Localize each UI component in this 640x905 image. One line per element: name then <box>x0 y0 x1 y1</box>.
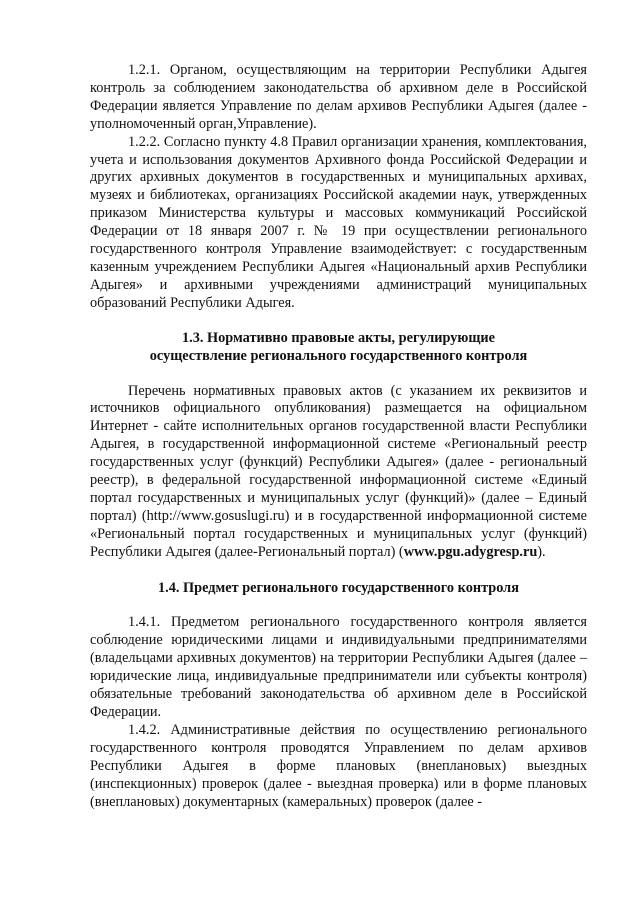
paragraph-1-3 <box>90 383 587 562</box>
spacer <box>90 562 587 580</box>
paragraph-1-2-1: 1.2.1. Органом, осуществляющим на территории Республики Адыгея контроль за соблюдением законодательства об архивном деле в Российской Федерации является Управление по делам архивов Республики Адыгея (далее - уполномоченный орган,Управление). <box>90 62 587 132</box>
section-heading-1-3-line1: 1.3. Нормативно правовые акты, регулирующие <box>182 329 495 346</box>
paragraph-1-3-text: Перечень нормативных правовых актов (с указанием их реквизитов и источников официального опубликования) размещается на официальном Интернет - сайте исполнительных органов государственной власти Республики Адыгея, в государственной информационной системе «Региональный реестр государственных услуг (функций) Республики Адыгея» (далее - региональный реестр), в федеральной государственной информационной системе «Единый портал государственных и муниципальных услуг (функций)» (далее – Единый портал) (http://www.gosuslugi.ru) и в государственной информационной системе «Региональный портал государственных и муниципальных услуг (функций) Республики Адыгея (далее-Региональный портал) ( <box>90 382 587 560</box>
spacer <box>90 366 587 383</box>
spacer <box>90 597 587 614</box>
portal-url-link[interactable]: www.pgu.adygresp.ru <box>403 543 538 560</box>
section-heading-1-3-line2: осуществление регионального государственного контроля <box>149 347 528 364</box>
section-heading-1-4: 1.4. Предмет регионального государственного контроля <box>158 579 519 596</box>
paragraph-1-4-1: 1.4.1. Предметом регионального государственного контроля является соблюдение юридическими лицами и индивидуальными предпринимателями (владельцами архивных документов) на территории Республики Адыгея (далее – юридические лица, индивидуальные предприниматели или субъекты контроля) обязательные требований законодательства об архивном деле в Российской Федерации. <box>90 614 587 720</box>
spacer <box>90 313 587 330</box>
paragraph-1-2-2: 1.2.2. Согласно пункту 4.8 Правил организации хранения, комплектования, учета и использования документов Архивного фонда Российской Федерации и других архивных документов в государственных и муниципальных архивах, музеях и библиотеках, организациях Российской академии наук, утвержденных приказом Министерства культуры и массовых коммуникаций Российской Федерации от 18 января 2007 г. № 19 при осуществлении регионального государственного контроля Управление взаимодействует: с государственным казенным учреждением Республики Адыгея «Национальный архив Республики Адыгея» и архивными учреждениями администраций муниципальных образований Республики Адыгея. <box>90 133 587 311</box>
document-page <box>90 62 587 811</box>
paragraph-1-3-end: ). <box>537 543 546 560</box>
paragraph-1-4-2: 1.4.2. Административные действия по осуществлению регионального государственного контроля проводятся Управлением по делам архивов Республики Адыгея в форме плановых (внеплановых) выездных (инспекционных) проверок (далее - выездная проверка) или в форме плановых (внеплановых) документарных (камеральных) проверок (далее - <box>90 721 587 810</box>
